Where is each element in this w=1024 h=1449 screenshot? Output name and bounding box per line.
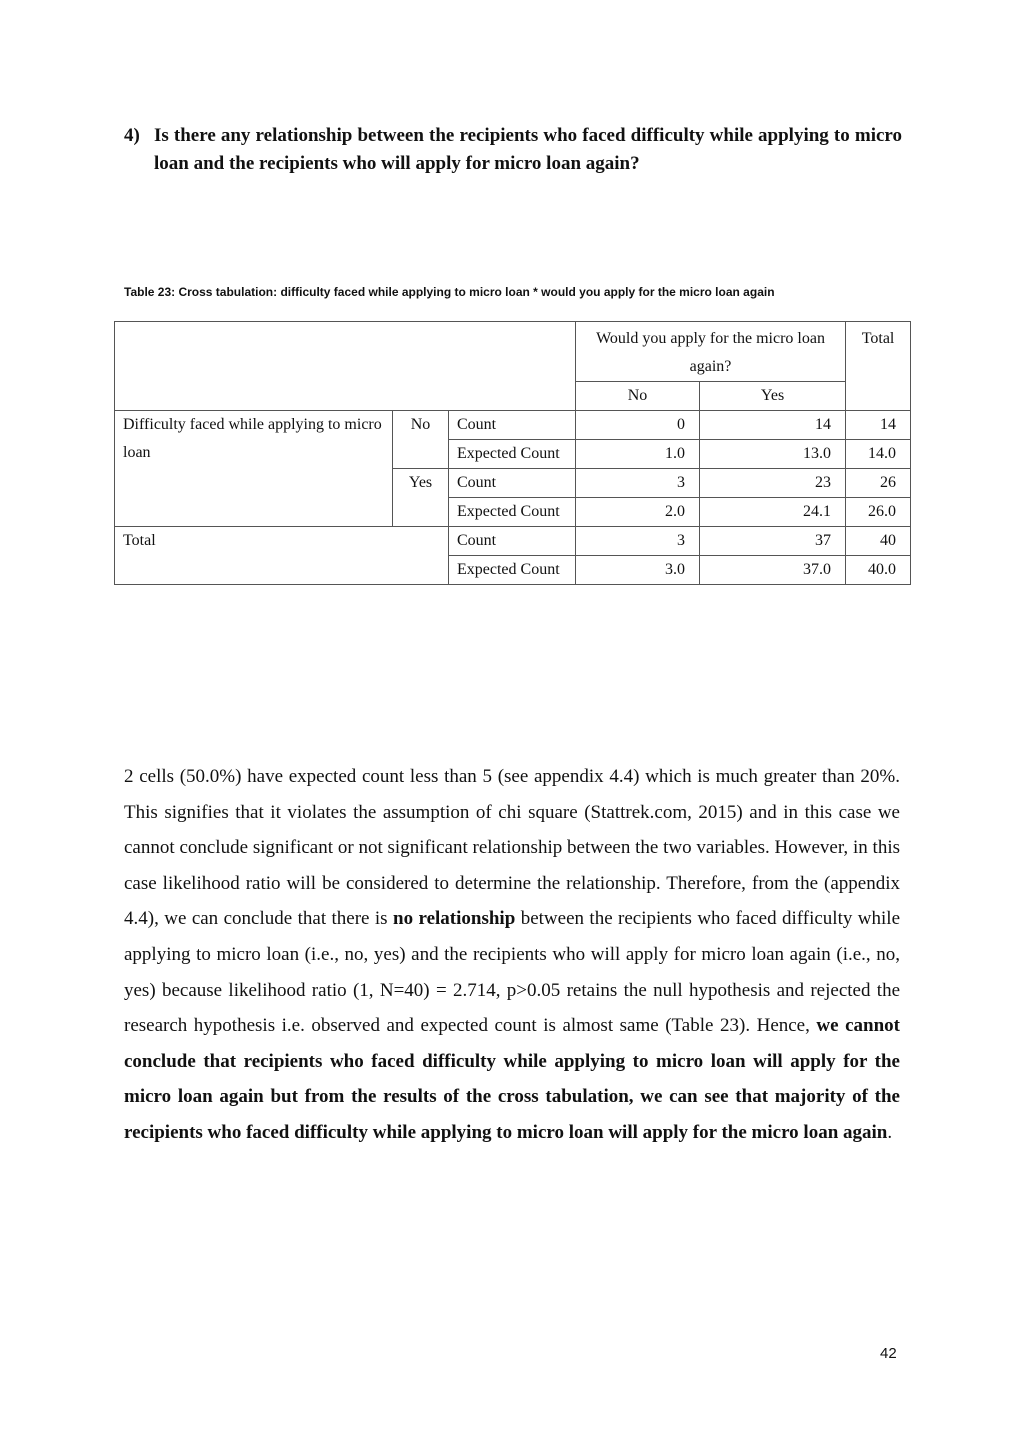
row-category-yes: Yes: [393, 469, 449, 527]
paragraph-bold-text: no relationship: [393, 908, 516, 930]
header-blank: [115, 322, 576, 411]
header-total: Total: [846, 322, 911, 411]
expected-count-label: Expected Count: [449, 498, 576, 527]
header-col-no: No: [576, 382, 700, 411]
cross-tabulation-table: [114, 321, 911, 585]
row-category-no: No: [393, 411, 449, 469]
expected-count-label: Expected Count: [449, 556, 576, 585]
cell-value: 37: [700, 527, 846, 556]
cell-value: 23: [700, 469, 846, 498]
page-number: 42: [880, 1345, 897, 1362]
cell-value: 2.0: [576, 498, 700, 527]
header-group: Would you apply for the micro loan again?: [576, 322, 846, 382]
cell-value: 3.0: [576, 556, 700, 585]
question-text: Is there any relationship between the recipients who faced difficulty while applying to micro loan and the recipients who will apply for micro loan again?: [154, 125, 902, 174]
header-col-yes: Yes: [700, 382, 846, 411]
count-label: Count: [449, 527, 576, 556]
cell-value: 14: [846, 411, 911, 440]
cell-value: 13.0: [700, 440, 846, 469]
count-label: Count: [449, 469, 576, 498]
question-heading: [124, 122, 902, 178]
cell-value: 1.0: [576, 440, 700, 469]
paragraph-text: between the recipients who faced difficulty while applying to micro loan (i.e., no, yes) and the recipients who will apply for micro loan again (i.e., no, yes) because likelihood ratio (1, N=40) = 2.714, p>0.05 retains the null hypothesis and rejected the research hypothesis i.e. observed and expected count is almost same (Table 23). Hence,: [124, 908, 900, 1037]
cell-value: 0: [576, 411, 700, 440]
row-variable-label: Difficulty faced while applying to micro loan: [115, 411, 393, 527]
total-row-label: Total: [115, 527, 449, 585]
body-paragraph: [124, 759, 900, 1151]
cell-value: 37.0: [700, 556, 846, 585]
cell-value: 3: [576, 469, 700, 498]
cell-value: 14.0: [846, 440, 911, 469]
expected-count-label: Expected Count: [449, 440, 576, 469]
paragraph-bold-text: we cannot conclude that recipients who faced difficulty while applying to micro loan will apply for the micro loan again but from the results of the cross tabulation, we can see that majority of the recipients who faced difficulty while applying to micro loan will apply for the micro loan again: [124, 1015, 900, 1143]
cell-value: 40: [846, 527, 911, 556]
paragraph-text: 2 cells (50.0%) have expected count less than 5 (see appendix 4.4) which is much greater than 20%. This signifies that it violates the assumption of chi square (Stattrek.com, 2015) and in this case we cannot conclude significant or not significant relationship between the two variables. However, in this case likelihood ratio will be considered to determine the relationship. Therefore, from the (appendix 4.4), we can conclude that there is: [124, 766, 900, 930]
count-label: Count: [449, 411, 576, 440]
cell-value: 26.0: [846, 498, 911, 527]
cell-value: 40.0: [846, 556, 911, 585]
table-caption: Table 23: Cross tabulation: difficulty faced while applying to micro loan * would you apply for the micro loan again: [124, 285, 775, 299]
cell-value: 24.1: [700, 498, 846, 527]
cell-value: 3: [576, 527, 700, 556]
question-number: 4): [124, 125, 140, 146]
table-row: [115, 411, 911, 440]
cell-value: 14: [700, 411, 846, 440]
cell-value: 26: [846, 469, 911, 498]
table-row: [115, 527, 911, 556]
paragraph-text: .: [887, 1121, 893, 1143]
